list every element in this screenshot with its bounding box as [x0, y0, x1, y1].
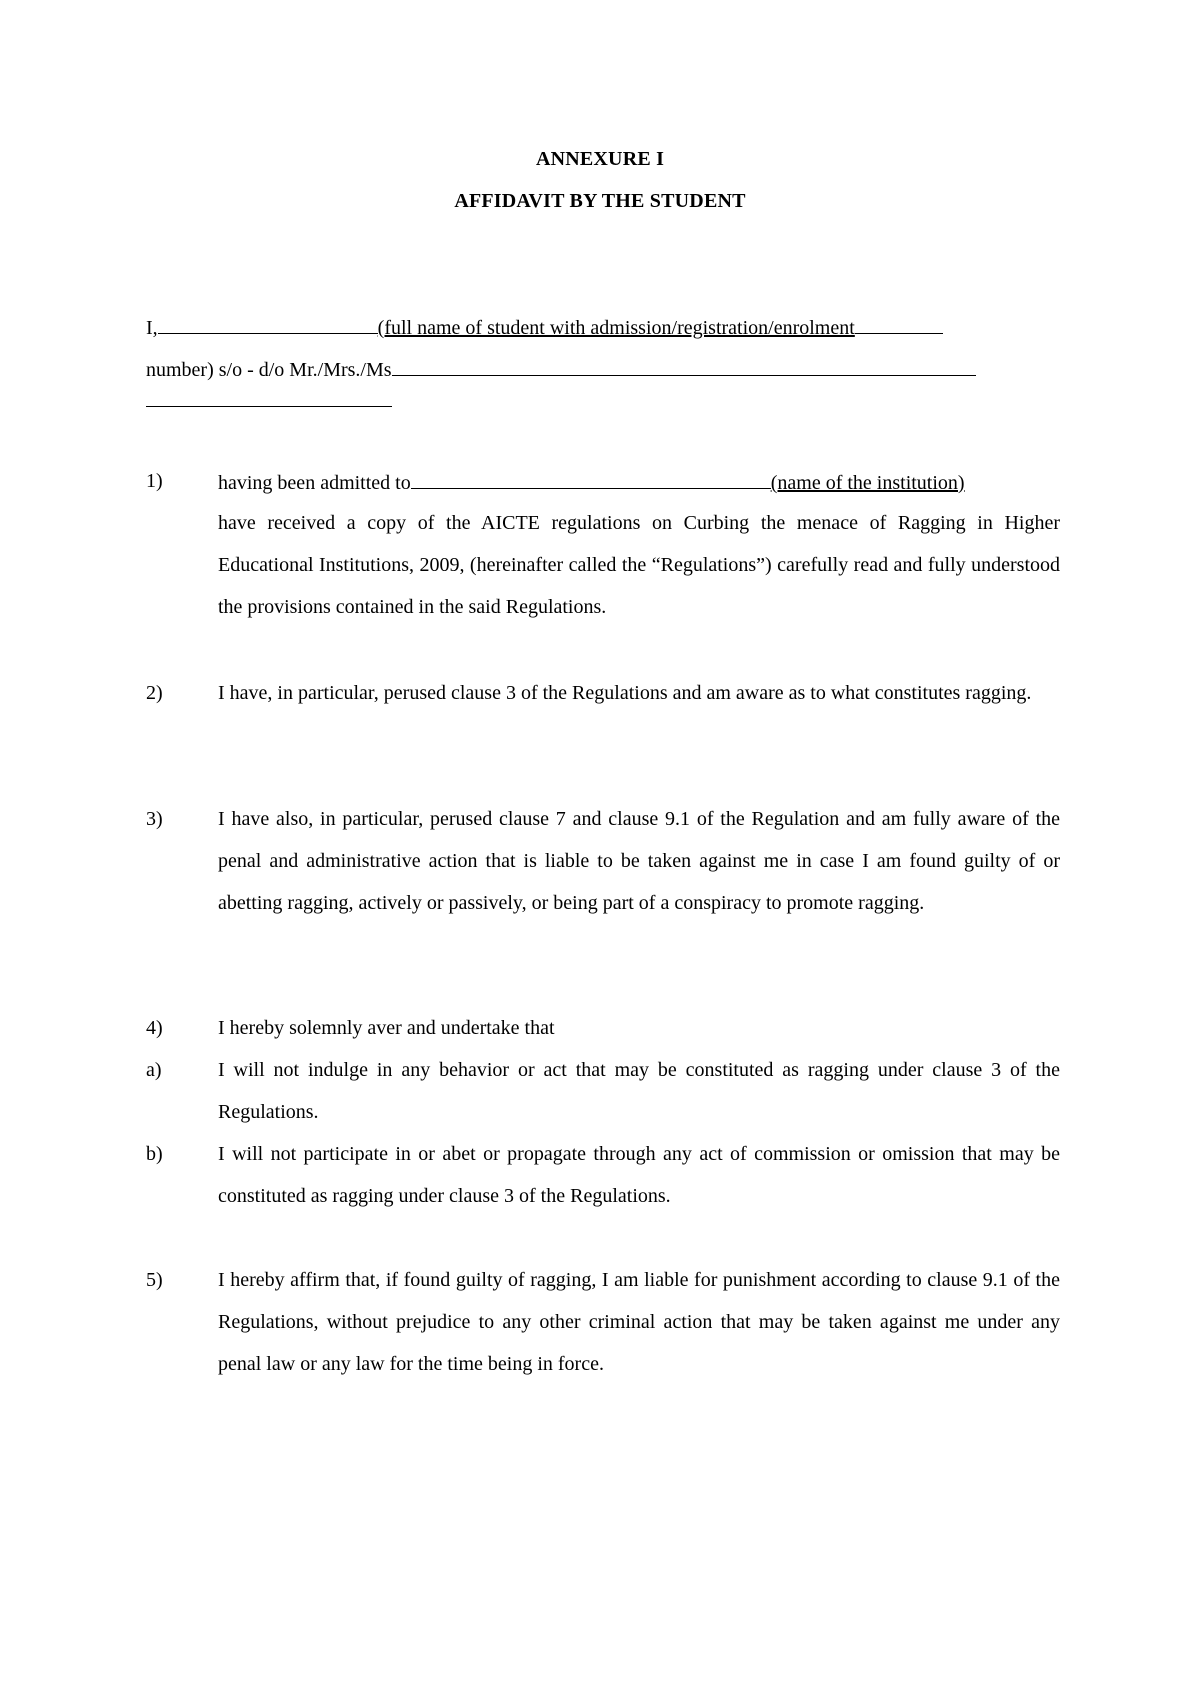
clause-letter: a) — [146, 1059, 162, 1081]
clause-text: I hereby affirm that, if found guilty of ragging, I am liable for punishment according to clause 9.1 of the Regulations, without prejudice to any other criminal action that may be taken against me under any penal law or any law for the time being in force. — [218, 1269, 1060, 1375]
enrolment-blank[interactable] — [855, 314, 943, 334]
affidavit-title: AFFIDAVIT BY THE STUDENT — [454, 190, 746, 212]
clause-text: I will not participate in or abet or propagate through any act of commission or omission that may be constituted as ragging under clause 3 of the Regulations. — [218, 1143, 1060, 1207]
clause-letter: b) — [146, 1143, 163, 1165]
clause-text: I hereby solemnly aver and undertake that — [218, 1017, 555, 1039]
number-text: number) s/o - d/o Mr./Mrs./Ms — [146, 359, 392, 381]
full-name-text: (full name of student with admission/registration/enrolment — [377, 317, 855, 339]
institution-blank[interactable] — [411, 469, 771, 489]
annexure-heading: ANNEXURE I — [535, 148, 665, 170]
parent-name-blank[interactable] — [392, 356, 976, 376]
clause-text: have received a copy of the AICTE regulations on Curbing the menace of Ragging in Higher Educational Institutions, 2009, (hereinafter called the “Regulations”) carefully read and fully understood the provisions contained in the said Regulations. — [218, 512, 1060, 618]
clause-number: 2) — [146, 682, 163, 704]
institution-label: (name of the institution) — [770, 472, 965, 494]
clause-number: 4) — [146, 1017, 163, 1039]
clause-number: 5) — [146, 1269, 163, 1291]
clause-number: 1) — [146, 470, 163, 492]
admitted-text: having been admitted to — [218, 472, 411, 494]
clause-number: 3) — [146, 808, 163, 830]
i-label: I, — [146, 317, 158, 339]
clause-1-lead — [218, 469, 1060, 495]
intro-line-2 — [146, 356, 976, 382]
extra-blank-line[interactable] — [146, 406, 392, 407]
clause-text: I will not indulge in any behavior or act that may be constituted as ragging under clause 3 of the Regulations. — [218, 1059, 1060, 1123]
clause-text: I have also, in particular, perused clause 7 and clause 9.1 of the Regulation and am fully aware of the penal and administrative action that is liable to be taken against me in case I am found guilty of or abetting ragging, actively or passively, or being part of a conspiracy to promote ragging. — [218, 808, 1060, 914]
student-name-blank[interactable] — [158, 314, 378, 334]
clause-text: I have, in particular, perused clause 3 of the Regulations and am aware as to what constitutes ragging. — [218, 682, 1032, 704]
intro-line-1 — [146, 314, 943, 340]
